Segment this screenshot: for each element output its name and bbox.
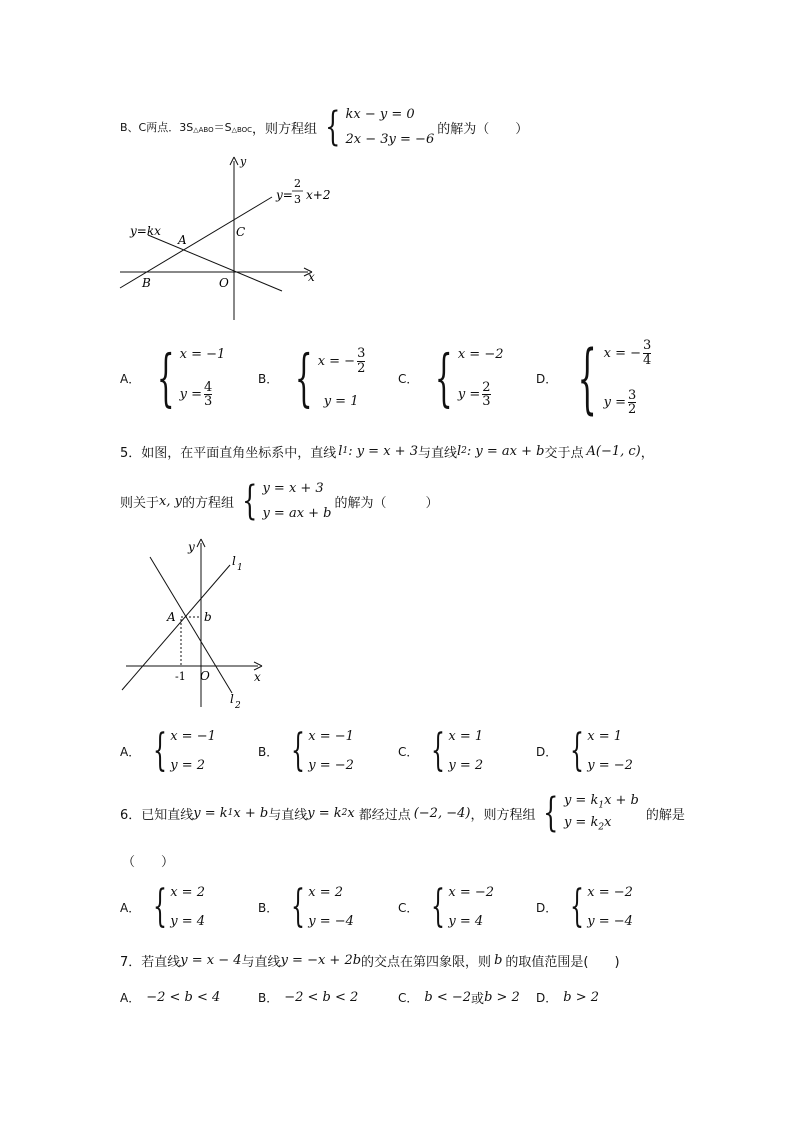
q4-option-d-y-den: 2 — [627, 402, 637, 418]
q4-option-d[interactable]: D． { x = − $\frac{3}{4}$ y = $\frac{3}{2}$ — [536, 333, 652, 422]
q4-option-b[interactable]: B． { x = − $\frac{3}{2}$ y = 1 — [258, 341, 366, 414]
q5-equation-system: { y = x + 3 y = ax + b — [242, 478, 332, 524]
q6-option-b-label: B． — [258, 900, 279, 915]
q6-option-d-label: D． — [536, 900, 558, 915]
q4-option-d-x-den: 4 — [643, 352, 652, 368]
q4-label-x: x — [308, 270, 315, 284]
q5-label-y: y — [188, 540, 195, 554]
q4-option-d-x-num: 3 — [643, 338, 652, 353]
q6-option-c-x: x = −2 — [448, 885, 495, 900]
q6-option-d-x: x = −2 — [587, 885, 633, 900]
q5-label-l2-sub: 2 — [235, 701, 241, 711]
q4-option-b-label: B． — [258, 371, 279, 386]
q5-option-a-label: A． — [120, 744, 141, 759]
q5-option-a-y: y = 2 — [170, 758, 205, 773]
q5-line1-d: ， — [640, 445, 654, 461]
q6-text-a: 6．已知直线 — [120, 807, 194, 823]
q5-line1-a: 5．如图，在平面直角坐标系中，直线 — [120, 445, 337, 461]
q6-option-b-x: x = 2 — [308, 885, 343, 900]
q7-option-c-text-mid: 或 — [471, 991, 485, 1007]
q7-text-d: 的取值范围是( ) — [505, 954, 620, 970]
q5-option-b-x: x = −1 — [308, 729, 354, 744]
q4-option-a-y-den: 3 — [204, 394, 213, 410]
q5-eq1: y = x + 3 — [262, 481, 324, 496]
q4-option-a-x: x = −1 — [179, 347, 226, 362]
q5-label-b: b — [204, 610, 212, 624]
q5-option-d-y: y = −2 — [587, 758, 633, 773]
q6-option-c[interactable]: C． { x = −2 y = 4 — [398, 881, 495, 932]
q6-option-a-x: x = 2 — [170, 885, 205, 900]
q4-option-a-y-num: 4 — [204, 379, 213, 395]
q5-stem-line2 — [120, 478, 439, 524]
q6-option-d-y: y = −4 — [587, 914, 633, 929]
q4-option-b-y: y = 1 — [323, 394, 359, 409]
q4-label-A: A — [178, 233, 187, 247]
q5-option-c[interactable]: C． { x = 1 y = 2 — [398, 725, 484, 776]
q4-line-kx — [148, 235, 282, 291]
q5-label-m1: -1 — [175, 670, 186, 683]
q4-option-a-y-pre: y = — [179, 387, 203, 403]
q4-label-C: C — [236, 225, 246, 239]
q4-option-b-x-pre: x = − — [317, 353, 356, 369]
q5-point: A(−1, c) — [586, 443, 641, 459]
q6-eqB-tail: x — [347, 805, 355, 821]
q7-eq2: y = −x + 2b — [280, 952, 362, 968]
q5-label-l1-sub: 1 — [237, 563, 243, 573]
q7-option-d-label: D． — [536, 990, 558, 1005]
q4-figure — [110, 155, 335, 325]
q4-label-B: B — [142, 276, 151, 290]
q5-label-A: A — [167, 610, 176, 624]
q4-label-O: O — [219, 276, 229, 290]
q6-text-c: 都经过点 — [358, 807, 411, 823]
q6-eqA-tail: x + b — [233, 805, 269, 821]
q4-option-a-label: A． — [120, 371, 141, 386]
q4-option-b-x-den: 2 — [357, 360, 366, 376]
q5-line2-b: 的方程组 — [181, 495, 234, 511]
q4-line-2-3x-plus-2 — [120, 197, 272, 288]
q5-l2: l — [456, 443, 462, 459]
q6-sys2: y = k — [563, 815, 599, 831]
q4-option-c[interactable]: C． { x = −2 y = $\frac{2}{3}$ — [398, 341, 504, 414]
q4-eq1: kx − y = 0 — [345, 107, 415, 122]
q5-option-d-x: x = 1 — [587, 729, 623, 744]
q4-option-b-x-num: 3 — [357, 346, 366, 361]
q4-label-line2: y=kx — [130, 224, 161, 238]
q5-label-l2: l — [230, 692, 234, 706]
q5-option-d-label: D． — [536, 744, 558, 759]
q4-option-d-label: D． — [536, 371, 558, 386]
q6-option-c-label: C． — [398, 900, 419, 915]
q5-option-c-y: y = 2 — [448, 758, 484, 773]
q7-option-a-text: −2 < b < 4 — [146, 989, 221, 1005]
q6-option-b-y: y = −4 — [308, 914, 354, 929]
q4-label-line1-num: 2 — [294, 177, 301, 190]
q4-equation-system — [320, 104, 435, 150]
q6-paren: （ ） — [122, 855, 175, 870]
q7-option-a-label: A． — [120, 990, 141, 1005]
q7-option-c-text-a: b < −2 — [424, 989, 472, 1005]
q6-equation-system: { $y = k_1x + b$ $y = k_2x$ — [543, 790, 639, 836]
q6-point: (−2, −4) — [413, 805, 471, 821]
q7-option-c-text-b: b > 2 — [484, 989, 520, 1005]
q6-text-e: 的解是 — [645, 807, 685, 823]
q5-option-c-x: x = 1 — [448, 729, 484, 744]
q7-text-a: 7．若直线 — [120, 954, 181, 970]
q7-option-c[interactable] — [398, 986, 520, 1008]
q7-text-b: 与直线 — [241, 954, 281, 970]
q5-option-a-x: x = −1 — [170, 729, 216, 744]
q5-l2-sub: 2 — [461, 446, 467, 456]
q6-stem — [120, 790, 685, 836]
q6-eqB: y = k — [307, 805, 342, 821]
q7-eq1: y = x − 4 — [180, 952, 242, 968]
q7-option-c-label: C． — [398, 990, 419, 1005]
q5-l2-eq: : y = ax + b — [466, 443, 545, 459]
q4-option-c-y-den: 3 — [482, 394, 491, 410]
q4-intro-sub2: △BOC — [231, 126, 253, 134]
q6-sys1-tail: x + b — [604, 793, 639, 808]
q5-option-b-y: y = −2 — [308, 758, 354, 773]
q5-line1-c: 交于点 — [544, 445, 584, 461]
q5-line2-a: 则关于 — [120, 495, 160, 511]
q6-option-a-label: A． — [120, 900, 141, 915]
q6-text-d: ，则方程组 — [470, 807, 536, 823]
q6-sys2-sub: 2 — [598, 823, 605, 833]
q4-intro-sub1: △ABO — [193, 126, 214, 134]
q6-sys1-sub: 1 — [598, 800, 605, 811]
q6-sys2-tail: x — [604, 815, 612, 831]
q4-intro-mid: ＝S — [213, 121, 232, 134]
q7-option-d-text: b > 2 — [563, 989, 599, 1005]
q6-option-c-y: y = 4 — [448, 914, 484, 929]
q5-stem-line1 — [120, 440, 654, 462]
q5-label-l1: l — [232, 554, 236, 568]
q6-option-a-y: y = 4 — [170, 914, 205, 929]
q5-figure — [112, 535, 277, 715]
q5-l1-eq: : y = x + 3 — [348, 443, 418, 459]
q7-option-b-text: −2 < b < 2 — [284, 989, 359, 1005]
q5-option-c-label: C． — [398, 744, 419, 759]
q7-var-b: b — [494, 952, 503, 968]
q6-eqA-sub: 1 — [227, 808, 234, 818]
q4-option-a[interactable]: A． { x = −1 y = $\frac{4}{3}$ — [120, 341, 226, 414]
q5-eq2: y = ax + b — [262, 506, 332, 521]
q6-text-b: 与直线 — [268, 807, 308, 823]
q4-label-y: y — [240, 155, 247, 168]
q6-eqB-sub: 2 — [341, 808, 348, 818]
q4-intro-a: B、C两点．3S — [120, 121, 194, 134]
q7-stem — [120, 949, 620, 971]
q4-option-d-y-num: 3 — [627, 387, 637, 403]
q6-eqA: y = k — [193, 805, 228, 821]
q4-option-c-x: x = −2 — [457, 347, 504, 362]
q4-eq2: 2x − 3y = −6 — [345, 132, 435, 147]
q5-vars: x, y — [159, 493, 182, 509]
q4-label-line1-den: 3 — [294, 193, 301, 206]
q5-option-d[interactable]: D． { x = 1 y = −2 — [536, 725, 633, 776]
q7-text-c: 的交点在第四象限，则 — [361, 954, 492, 970]
q4-option-d-y-pre: y = — [603, 395, 626, 411]
q4-option-c-label: C． — [398, 371, 419, 386]
q6-option-a[interactable]: A． { x = 2 y = 4 — [120, 881, 205, 932]
q6-sys1: y = k — [563, 793, 599, 808]
q4-stem — [120, 104, 528, 150]
q7-option-a[interactable] — [120, 986, 220, 1008]
q5-option-b[interactable]: B． { x = −1 y = −2 — [258, 725, 354, 776]
q4-option-d-x-pre: x = − — [603, 345, 641, 361]
q6-option-b[interactable]: B． { x = 2 y = −4 — [258, 881, 354, 932]
q7-option-b-label: B． — [258, 990, 279, 1005]
q7-option-d[interactable] — [536, 986, 599, 1008]
q5-l1-sub: 1 — [342, 446, 349, 456]
q4-label-line1-pre: y= — [276, 188, 293, 202]
q5-l1: l — [338, 443, 343, 459]
q4-intro-b: ，则方程组 — [252, 121, 318, 137]
q6-option-d[interactable]: D． { x = −2 y = −4 — [536, 881, 633, 932]
q5-line1-b: 与直线 — [417, 445, 457, 461]
q5-tail: 的解为（ ） — [334, 495, 439, 511]
q5-label-O: O — [200, 669, 210, 683]
q5-option-a[interactable]: A． { x = −1 y = 2 — [120, 725, 216, 776]
q4-option-c-y-num: 2 — [482, 379, 491, 395]
q4-option-c-y-pre: y = — [457, 387, 481, 403]
q5-label-x: x — [254, 670, 261, 684]
q4-label-line1-post: x+2 — [306, 188, 331, 202]
q4-tail: 的解为（ ） — [437, 121, 529, 137]
q7-option-b[interactable] — [258, 986, 358, 1008]
q4-brace: { — [325, 104, 341, 150]
q5-option-b-label: B． — [258, 744, 279, 759]
